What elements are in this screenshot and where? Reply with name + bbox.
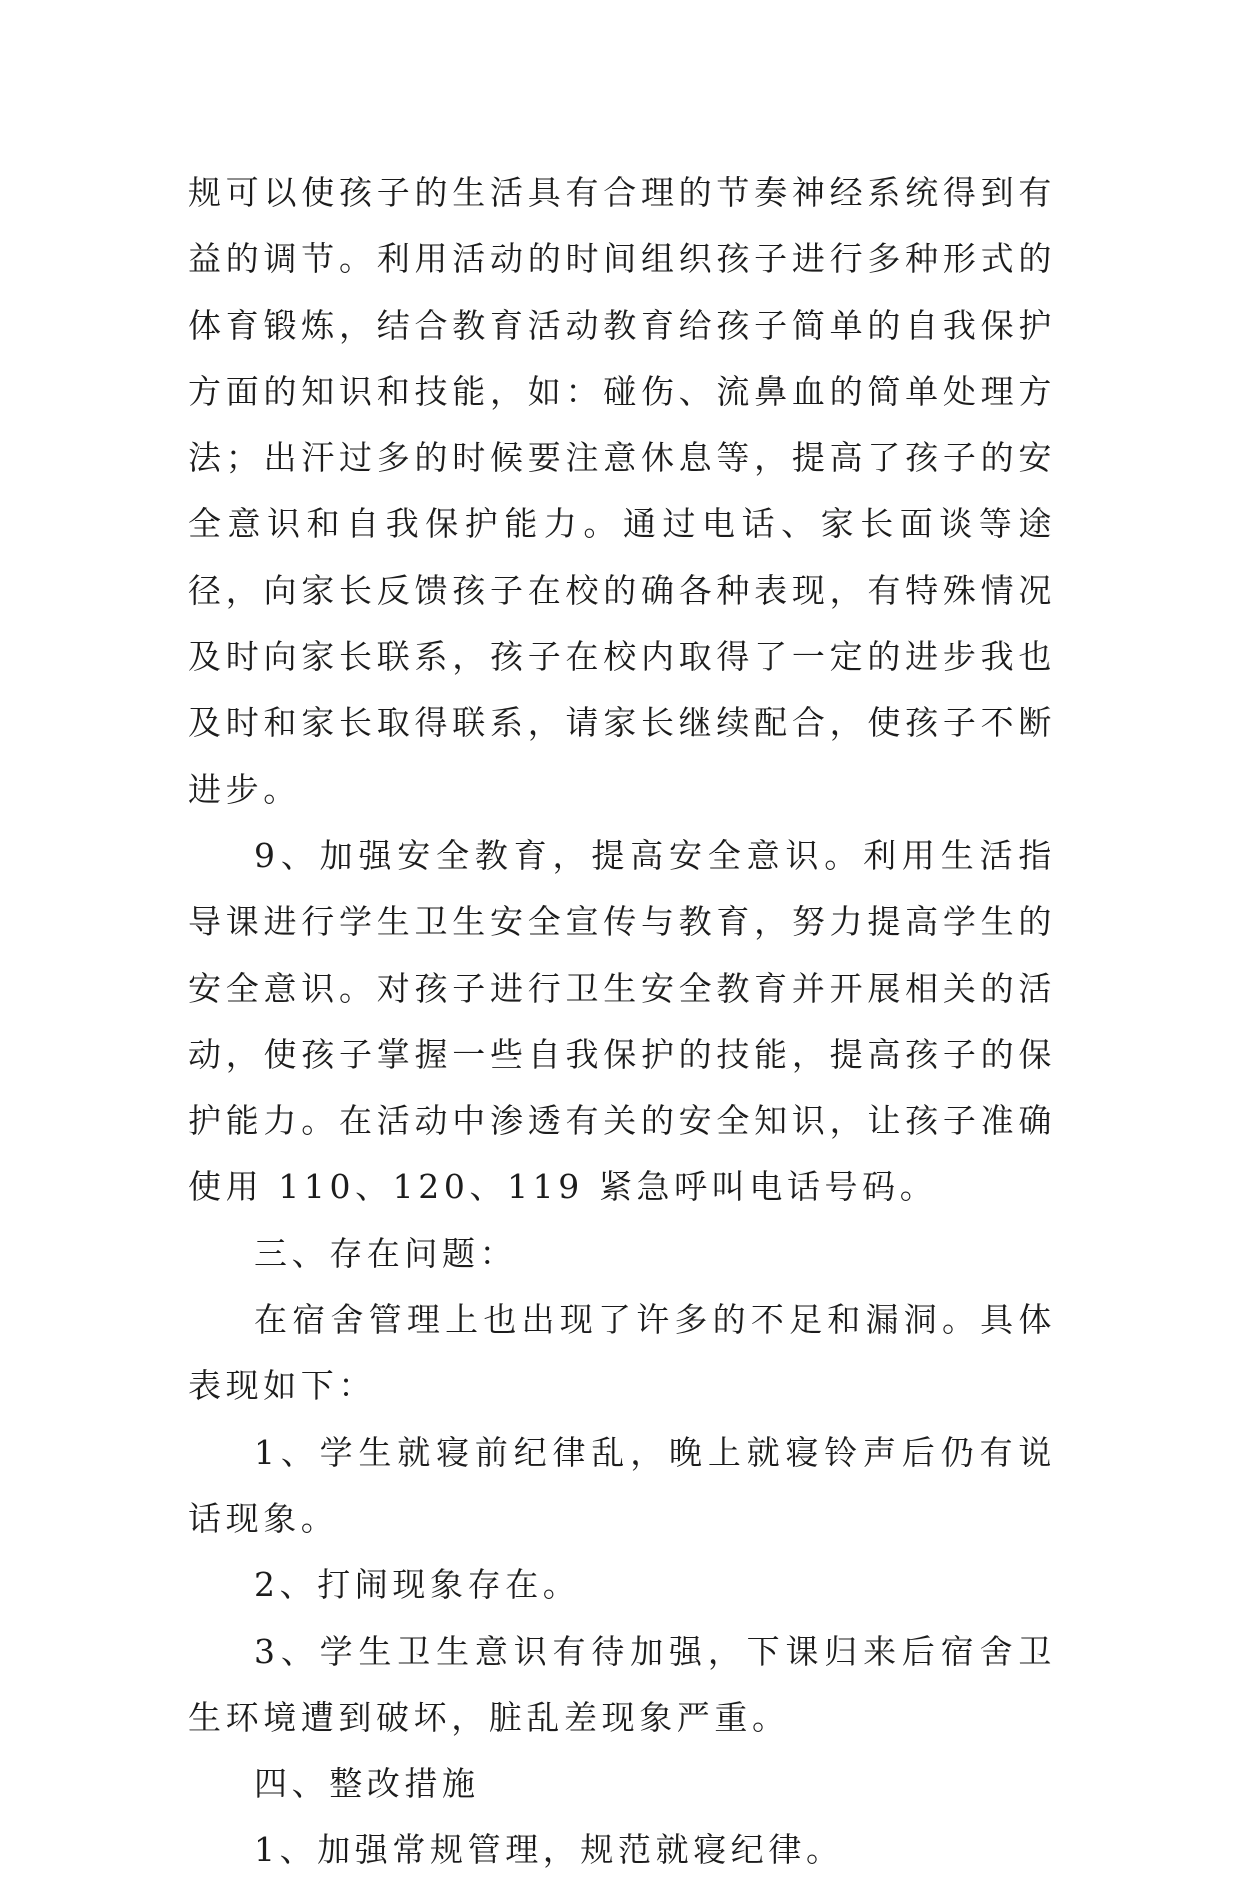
section-heading-problems: 三、存在问题： [254,1233,518,1273]
problem-item-1: 1、学生就寝前纪律乱，晚上就寝铃声后仍有说话现象。 [188,1432,1056,1538]
problem-item-2: 2、打闹现象存在。 [254,1565,581,1605]
paragraph-continuation: 规可以使孩子的生活具有合理的节奏神经系统得到有益的调节。利用活动的时间组织孩子进行多种形式的体育锻炼，结合教育活动教育给孩子简单的自我保护方面的知识和技能，如：碰伤、流鼻血的简单处理方法；出汗过多的时候要注意休息等，提高了孩子的安全意识和自我保护能力。通过电话、家长面谈等途径，向家长反馈孩子在校的确各种表现，有特殊情况及时向家长联系，孩子在校内取得了一定的进步我也及时和家长取得联系，请家长继续配合，使孩子不断进步。 [188,173,1056,809]
section-heading-measures: 四、整改措施 [254,1764,480,1804]
measure-item-1: 1、加强常规管理，规范就寝纪律。 [254,1830,844,1870]
problem-item-3: 3、学生卫生意识有待加强，下课归来后宿舍卫生环境遭到破坏，脏乱差现象严重。 [188,1631,1056,1737]
document-body [188,160,1056,1884]
paragraph-safety-education: 9、加强安全教育，提高安全意识。利用生活指导课进行学生卫生安全宣传与教育，努力提高学生的安全意识。对孩子进行卫生安全教育并开展相关的活动，使孩子掌握一些自我保护的技能，提高孩子的保护能力。在活动中渗透有关的安全知识，让孩子准确使用 110、120、119 紧急呼叫电话号码。 [188,835,1056,1207]
paragraph-problems-intro: 在宿舍管理上也出现了许多的不足和漏洞。具体表现如下： [188,1300,1056,1406]
